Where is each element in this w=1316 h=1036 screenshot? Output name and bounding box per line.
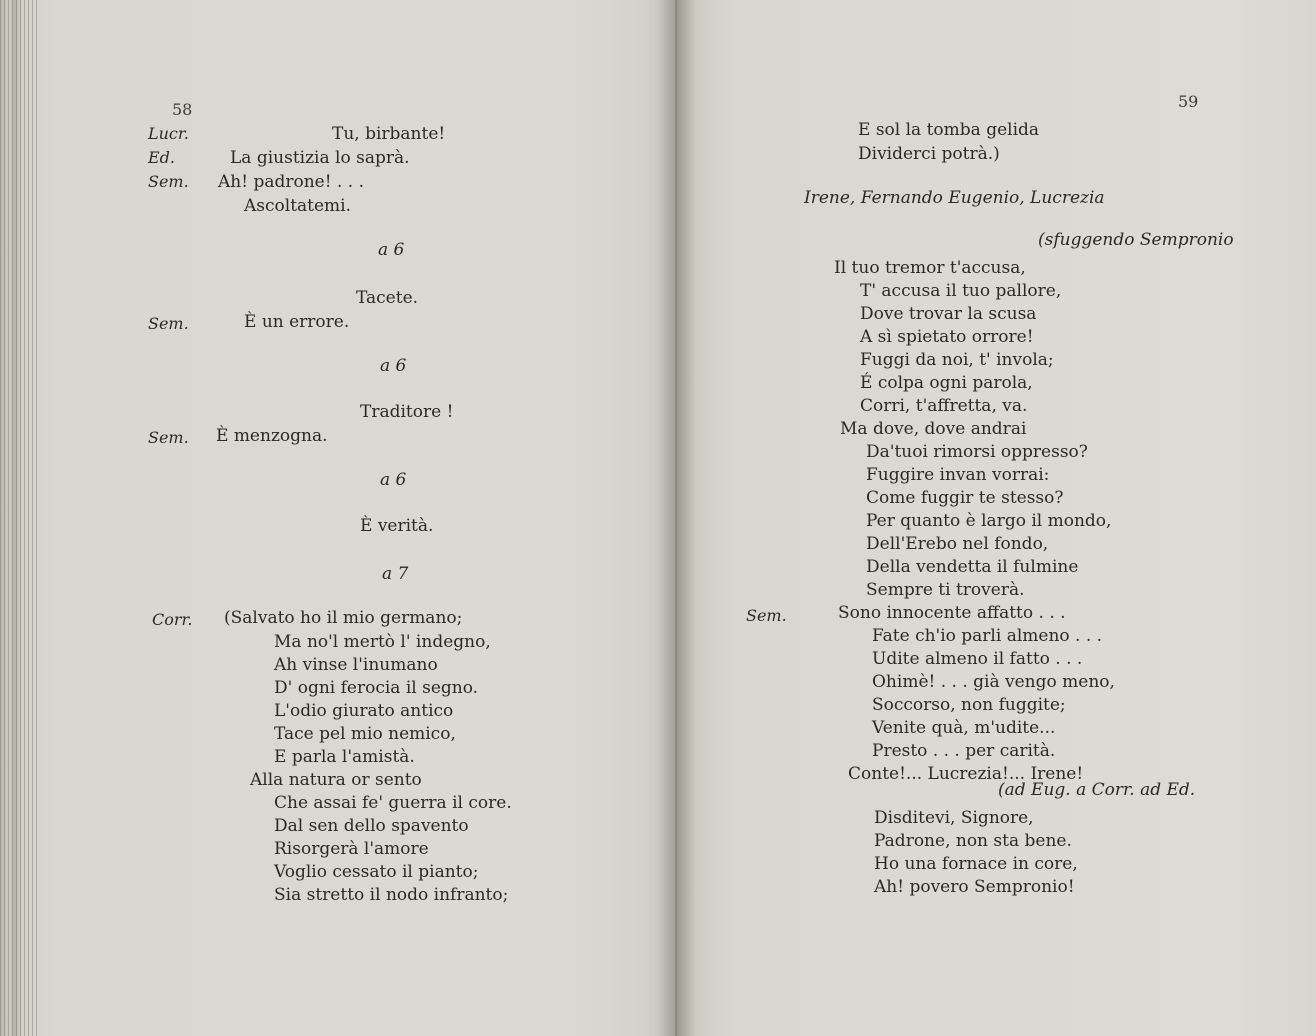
- verse-line: Fate ch'io parli almeno . . .: [872, 626, 1103, 646]
- verse-line: Tacete.: [356, 288, 419, 308]
- verse-line: Voglio cessato il pianto;: [274, 862, 479, 882]
- verse-line: Ah! padrone! . . .: [218, 172, 364, 192]
- verse-line: Dal sen dello spavento: [274, 816, 469, 836]
- speaker: Sem.: [148, 172, 189, 191]
- speaker: Sem.: [148, 428, 189, 447]
- verse-line: Sono innocente affatto . . .: [838, 603, 1066, 623]
- verse-line: Traditore !: [360, 402, 454, 422]
- verse-line: La giustizia lo saprà.: [230, 148, 410, 168]
- verse-line: Per quanto è largo il mondo,: [866, 511, 1112, 531]
- verse-line: È verità.: [360, 516, 434, 536]
- verse-line: Presto . . . per carità.: [872, 741, 1056, 761]
- page-number-left: 58: [172, 100, 193, 119]
- speaker: Sem.: [746, 606, 787, 625]
- ensemble-marker: a 6: [378, 240, 405, 260]
- verse-line: L'odio giurato antico: [274, 701, 454, 721]
- verse-line: Fuggi da noi, t' invola;: [860, 350, 1054, 370]
- verse-line: Ah! povero Sempronio!: [874, 877, 1075, 897]
- verse-line: Conte!... Lucrezia!... Irene!: [848, 764, 1084, 784]
- verse-line: (Salvato ho il mio germano;: [224, 608, 463, 628]
- verse-line: E parla l'amistà.: [274, 747, 415, 767]
- ensemble-marker: a 6: [380, 470, 407, 490]
- verse-line: T' accusa il tuo pallore,: [860, 281, 1062, 301]
- speaker: Ed.: [148, 148, 176, 167]
- verse-line: Dove trovar la scusa: [860, 304, 1037, 324]
- verse-line: Fuggire invan vorrai:: [866, 465, 1050, 485]
- verse-line: Il tuo tremor t'accusa,: [834, 258, 1026, 278]
- verse-line: Dividerci potrà.): [858, 144, 1000, 164]
- speaker: Lucr.: [148, 124, 189, 143]
- page-edges: [0, 0, 40, 1036]
- verse-line: È un errore.: [244, 312, 350, 332]
- verse-line: Udite almeno il fatto . . .: [872, 649, 1083, 669]
- verse-line: Padrone, non sta bene.: [874, 831, 1072, 851]
- speaker: Sem.: [148, 314, 189, 333]
- verse-line: Ohimè! . . . già vengo meno,: [872, 672, 1115, 692]
- verse-line: Sempre ti troverà.: [866, 580, 1025, 600]
- verse-line: A sì spietato orrore!: [860, 327, 1034, 347]
- verse-line: Che assai fe' guerra il core.: [274, 793, 512, 813]
- verse-line: Ascoltatemi.: [244, 196, 352, 216]
- verse-line: E sol la tomba gelida: [858, 120, 1040, 140]
- speaker: Corr.: [152, 610, 193, 629]
- right-page: [676, 0, 1316, 1036]
- verse-line: Ma no'l mertò l' indegno,: [274, 632, 491, 652]
- verse-line: Corri, t'affretta, va.: [860, 396, 1028, 416]
- verse-line: Dell'Erebo nel fondo,: [866, 534, 1049, 554]
- verse-line: Soccorso, non fuggite;: [872, 695, 1066, 715]
- ensemble-marker: a 7: [382, 564, 409, 584]
- stage-direction: (sfuggendo Sempronio: [1038, 230, 1234, 250]
- verse-line: Tu, birbante!: [332, 124, 446, 144]
- verse-line: Tace pel mio nemico,: [274, 724, 456, 744]
- verse-line: É colpa ogni parola,: [860, 373, 1033, 393]
- book-gutter: [656, 0, 696, 1036]
- verse-line: Venite quà, m'udite...: [872, 718, 1056, 738]
- verse-line: Disditevi, Signore,: [874, 808, 1034, 828]
- page-number-right: 59: [1178, 92, 1199, 111]
- verse-line: Da'tuoi rimorsi oppresso?: [866, 442, 1088, 462]
- verse-line: Ma dove, dove andrai: [840, 419, 1027, 439]
- verse-line: Sia stretto il nodo infranto;: [274, 885, 509, 905]
- ensemble-marker: a 6: [380, 356, 407, 376]
- verse-line: Ho una fornace in core,: [874, 854, 1078, 874]
- verse-line: Come fuggir te stesso?: [866, 488, 1064, 508]
- verse-line: Della vendetta il fulmine: [866, 557, 1079, 577]
- verse-line: Ah vinse l'inumano: [274, 655, 438, 675]
- stage-direction: (ad Eug. a Corr. ad Ed.: [998, 780, 1196, 800]
- verse-line: D' ogni ferocia il segno.: [274, 678, 479, 698]
- scene-heading: Irene, Fernando Eugenio, Lucrezia: [804, 188, 1105, 208]
- verse-line: Alla natura or sento: [250, 770, 422, 790]
- verse-line: Risorgerà l'amore: [274, 839, 429, 859]
- verse-line: È menzogna.: [216, 426, 328, 446]
